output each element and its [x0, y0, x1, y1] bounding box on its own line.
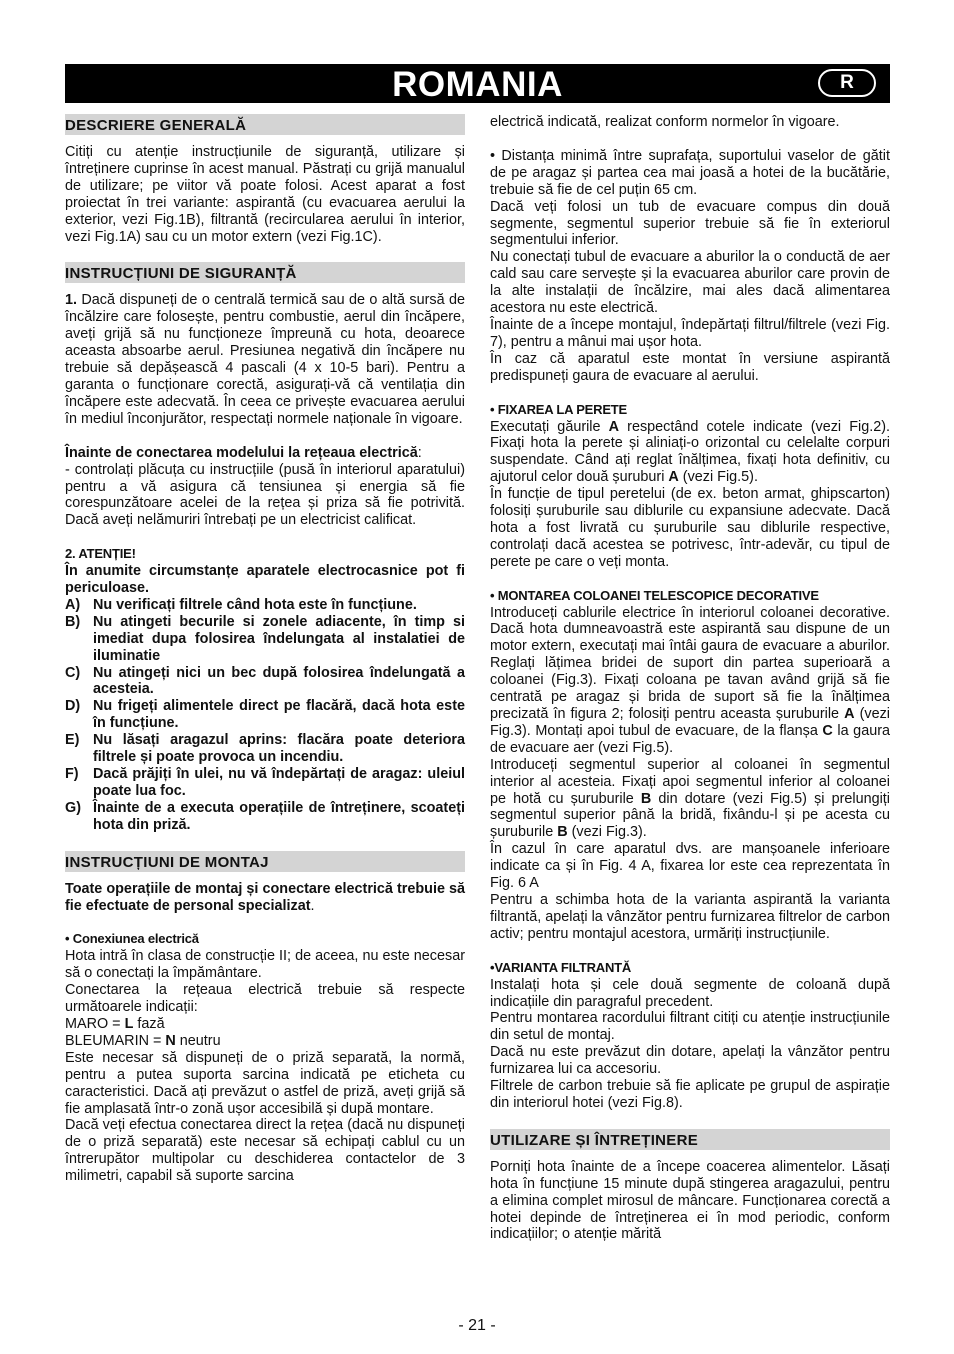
- paragraph: Dacă veți efectua conectarea direct la rețea (dacă nu dispuneți de o priză separată) este necesar să echipați cablul cu un întrerupător multipolar cu deschiderea contactelor de 3 milimetri, capabil să suporte sarcina: [65, 1117, 465, 1185]
- paragraph: Pentru a schimba hota de la varianta aspirantă la varianta filtrantă, apelați la vânzător pentru furnizarea filtrelor de carbon activ; pentru montajul acestora, urmăriți instrucțiunile.: [490, 891, 890, 942]
- paragraph: Dacă veți folosi un tub de evacuare compus din două segmente, segmentul superior trebuie să fie în exteriorul segmentului inferior.: [490, 198, 890, 249]
- subheading: • MONTAREA COLOANEI TELESCOPICE DECORATIVE: [490, 587, 819, 603]
- paragraph: Toate operațiile de montaj și conectare electrică trebuie să fie efectuate de personal specializat.: [65, 880, 465, 914]
- right-column: [490, 114, 890, 1243]
- paragraph: Porniți hota înainte de a începe coacerea alimentelor. Lăsați hota în funcțiune 15 minute după stingerea aragazului, pentru a elimina complet mirosul de mâncare. Funcționarea corectă a hotei depinde de întreținerea ei în mod periodic, conform indicațiilor; o atenție mărită: [490, 1158, 890, 1243]
- list-item: A) Nu verificați filtrele când hota este în funcțiune.: [65, 596, 417, 613]
- subheading: •VARIANTA FILTRANTĂ: [490, 959, 632, 975]
- paragraph: Citiți cu atenție instrucțiunile de siguranță, utilizare și întreținere cuprinse în acest manual. Păstrați cu grijă manualul de utilizare; pe viitor vă poate folosi. Acest aparat a fost proiectat în trei variante: aspirantă (cu evacuarea aerului la exterior, vezi Fig.1B), filtrantă (recircularea aerului în interior, vezi Fig.1A) sau cu un motor extern (vezi Fig.1C).: [65, 144, 465, 245]
- language-badge: R: [818, 69, 876, 97]
- list-item: D) Nu frigeți alimentele direct pe flacără, dacă hota este în funcțiune.: [65, 698, 465, 732]
- list-item: G) Înainte de a executa operațiile de întreținere, scoateți hota din priză.: [65, 799, 465, 833]
- paragraph: În anumite circumstanțe aparatele electrocasnice pot fi periculoase.: [65, 563, 465, 597]
- paragraph: - controlați plăcuța cu instrucțiile (pusă în interiorul aparatului) pentru a vă asigura că tensiunea și energia să fie corespunzătoare acelei de la rețea și priza să fie potrivită. Dacă aveți nelămuriri întrebați pe un electricist calificat.: [65, 461, 465, 529]
- paragraph: • Distanța minimă între suprafața, suportului vaselor de gătit de pe aragaz și partea cea mai joasă a hotei de la bucătărie, trebuie să fie de cel puțin 65 cm.: [490, 147, 890, 198]
- list-item: F) Dacă prăjiți în ulei, nu vă îndepărtați de aragaz: uleiul poate lua foc.: [65, 766, 465, 799]
- paragraph: În funcție de tipul peretelui (de ex. beton armat, ghipscarton) folosiți șuruburile sau diblurile cu expansiune adecvate. Dacă hota a fost livrată cu șuruburile sau diblurile respective, controlați dacă acestea se potrivesc, într-adevăr, cu tipul de perete pe care o veți monta.: [490, 486, 890, 570]
- left-column: [65, 114, 465, 1185]
- paragraph: MARO = L fază: [65, 1015, 165, 1032]
- paragraph: Hota intră în clasa de construcție II; de aceea, nu este necesar să o conectați la împământare.: [65, 948, 465, 982]
- page-number: - 21 -: [458, 1317, 496, 1334]
- paragraph: 1. Dacă dispuneți de o centrală termică sau de o altă sursă de încălzire care folosește, pentru combustie, aerul din încăpere, aveți grijă să nu funcționeze împreună cu hota, deoarece aceasta absoarbe aerul. Presiunea negativă din încăpere nu trebuie să depășească 4 pascali (4 x 10-5 bari). Pentru a garanta o funcționare corectă, asigurați-vă că ventilația din încăpere este adecvată. În ceea ce privește evacuarea aerului în mediul înconjurător, respectați normele naționale în vigoare.: [65, 292, 465, 427]
- paragraph: Înainte de conectarea modelului la rețeaua electrică:: [65, 444, 422, 461]
- subheading: 2. ATENȚIE!: [65, 546, 136, 562]
- paragraph: Dacă nu este prevăzut din dotare, apelați la vânzător pentru furnizarea lui ca accesoriu.: [490, 1044, 890, 1078]
- list-item: C) Nu atingeți nici un bec după folosirea îndelungată a acesteia.: [65, 664, 465, 698]
- section-heading-siguranta: INSTRUCȚIUNI DE SIGURANȚĂ: [65, 262, 465, 283]
- list-item: E) Nu lăsați aragazul aprins: flacăra poate deteriora filtrele și poate provoca un incendiu.: [65, 732, 465, 766]
- page-title: ROMANIA: [392, 65, 563, 104]
- paragraph: electrică indicată, realizat conform normelor în vigoare.: [490, 114, 840, 130]
- title-banner: [65, 64, 890, 103]
- subheading: • FIXAREA LA PERETE: [490, 401, 628, 417]
- paragraph: Este necesar să dispuneți de o priză separată, la normă, pentru a putea suporta sarcina indicată pe eticheta cu caracteristici. Dacă ați prevăzut o astfel de priză, aveți grijă să fie amplasată într-o zonă ușor accesibilă și după montare.: [65, 1049, 465, 1117]
- paragraph: În caz că aparatul este montat în versiune aspirantă predispuneți gaura de evacuare al aerului.: [490, 350, 890, 384]
- paragraph: Introduceți cablurile electrice în interiorul coloanei decorative. Dacă hota dumneavoastră este aspirantă sau dispune de un motor extern, executați mai întâi gaura de evacuare a aburilor. Reglați lățimea bridei de suport din partea superioară a coloanei (Fig.3). Fixați coloana pe tavan având grijă să fie centrată pe aragaz și brida de suport să fie la înălțimea precizată în figura 2; folosiți pentru aceasta șuruburile A (vezi Fig.3). Montați apoi tubul de evacuare, de la flanșa C la gaura de evacuare aer (vezi Fig.5).: [490, 604, 890, 756]
- list-item: B) Nu atingeti becurile si zonele adiacente, în timp si imediat dupa folosirea îndelungata al instalatiei de iluminatie: [65, 613, 465, 664]
- paragraph: BLEUMARIN = N neutru: [65, 1032, 221, 1049]
- section-heading-montaj: INSTRUCȚIUNI DE MONTAJ: [65, 851, 465, 872]
- paragraph: Nu conectați tubul de evacuare a aburilor la o conductă de aer cald sau care servește și la evacuarea aburilor care provin de la alte instalații de încălzire, mai ales dacă alimentarea acestora nu este electrică.: [490, 249, 890, 317]
- paragraph: Înainte de a începe montajul, îndepărtați filtrul/filtrele (vezi Fig. 7), pentru a mânui mai ușor hota.: [490, 316, 890, 350]
- paragraph: Filtrele de carbon trebuie să fie aplicate pe grupul de aspirație din interiorul hotei (vezi Fig.8).: [490, 1078, 890, 1111]
- paragraph: Introduceți segmentul superior al coloanei în segmentul interior al acesteia. Fixați apoi segmentul inferior al coloanei pe hotă cu șuruburile B din dotare (vezi Fig.5) și prelungiți segmentul superior până la bridă, fixându-l și pe acesta cu șuruburile B (vezi Fig.3).: [490, 756, 890, 841]
- paragraph: Conectarea la rețeaua electrică trebuie să respecte următoarele indicații:: [65, 982, 465, 1016]
- section-heading-utilizare: UTILIZARE ȘI ÎNTREȚINERE: [490, 1129, 890, 1150]
- paragraph: Instalați hota și cele două segmente de coloană după indicațiile din paragraful precedent.: [490, 976, 890, 1010]
- paragraph: Pentru montarea racordului filtrant citiți cu atenție instrucțiunile din setul de montaj.: [490, 1010, 890, 1044]
- subheading: • Conexiunea electrică: [65, 931, 199, 947]
- section-heading-descriere: DESCRIERE GENERALĂ: [65, 114, 465, 135]
- warning-list: [65, 597, 465, 834]
- paragraph: În cazul în care aparatul dvs. are manșoanele inferioare indicate ca și în Fig. 4 A, fixarea lor este cea reprezentata în Fig. 6 A: [490, 841, 890, 892]
- paragraph: Executați găurile A respectând cotele indicate (vezi Fig.2). Fixați hota la perete și aliniați-o orizontal cu celelalte corpuri suspendate. Când ați reglat înălțimea, fixați hota definitiv, cu ajutorul celor două șuruburi A (vezi Fig.5).: [490, 418, 890, 486]
